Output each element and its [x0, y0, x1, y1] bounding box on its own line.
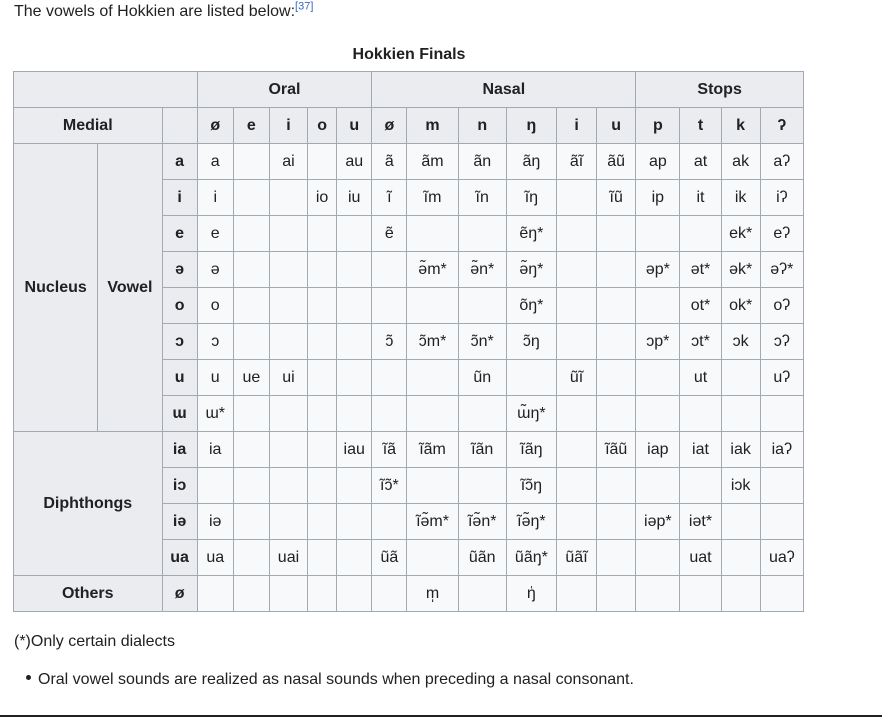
- final-cell: ẽŋ*: [506, 216, 556, 252]
- intro-text: The vowels of Hokkien are listed below:: [14, 3, 296, 20]
- final-cell: ĩãm: [407, 432, 458, 468]
- final-cell: [556, 504, 596, 540]
- final-cell: [458, 576, 506, 612]
- final-cell: [372, 576, 407, 612]
- final-cell: [556, 432, 596, 468]
- final-cell: [680, 468, 721, 504]
- final-cell: [636, 360, 680, 396]
- column-header: k: [721, 108, 760, 144]
- final-cell: ãm: [407, 144, 458, 180]
- final-cell: ĩãŋ: [506, 432, 556, 468]
- final-cell: [680, 576, 721, 612]
- final-cell: ut: [680, 360, 721, 396]
- final-cell: iu: [337, 180, 372, 216]
- final-cell: [233, 252, 269, 288]
- column-header: ø: [197, 108, 233, 144]
- column-header: ʔ: [760, 108, 803, 144]
- final-cell: [372, 288, 407, 324]
- row-header-others: Others: [14, 576, 163, 612]
- final-cell: [636, 576, 680, 612]
- final-cell: [233, 216, 269, 252]
- final-cell: [760, 576, 803, 612]
- final-cell: [233, 432, 269, 468]
- final-cell: [233, 468, 269, 504]
- final-cell: [308, 576, 337, 612]
- nucleus-label: ua: [162, 540, 197, 576]
- final-cell: ũãŋ*: [506, 540, 556, 576]
- column-header: e: [233, 108, 269, 144]
- final-cell: ək*: [721, 252, 760, 288]
- column-header: ø: [372, 108, 407, 144]
- final-cell: [337, 252, 372, 288]
- final-cell: [636, 216, 680, 252]
- group-header-oral: Oral: [197, 72, 372, 108]
- medial-header: Medial: [14, 108, 163, 144]
- final-cell: ap: [636, 144, 680, 180]
- group-header-nasal: Nasal: [372, 72, 636, 108]
- final-cell: [337, 360, 372, 396]
- final-cell: [233, 504, 269, 540]
- final-cell: [556, 396, 596, 432]
- nucleus-label: ə: [162, 252, 197, 288]
- empty-corner: [14, 72, 198, 108]
- column-header: t: [680, 108, 721, 144]
- intro-paragraph: [14, 2, 313, 22]
- final-cell: ik: [721, 180, 760, 216]
- final-cell: [372, 360, 407, 396]
- final-cell: ĩɔ̃*: [372, 468, 407, 504]
- final-cell: a: [197, 144, 233, 180]
- final-cell: ua: [197, 540, 233, 576]
- table-row: [14, 576, 804, 612]
- final-cell: [308, 504, 337, 540]
- final-cell: uai: [269, 540, 307, 576]
- final-cell: ũãĩ: [556, 540, 596, 576]
- final-cell: [233, 144, 269, 180]
- group-header-stops: Stops: [636, 72, 804, 108]
- final-cell: [556, 324, 596, 360]
- final-cell: iəp*: [636, 504, 680, 540]
- final-cell: it: [680, 180, 721, 216]
- final-cell: ẽ: [372, 216, 407, 252]
- final-cell: [233, 324, 269, 360]
- final-cell: [337, 576, 372, 612]
- column-header: ŋ: [506, 108, 556, 144]
- final-cell: m̩: [407, 576, 458, 612]
- final-cell: ãŋ: [506, 144, 556, 180]
- final-cell: ũã: [372, 540, 407, 576]
- final-cell: uaʔ: [760, 540, 803, 576]
- final-cell: ũãn: [458, 540, 506, 576]
- final-cell: ãũ: [597, 144, 636, 180]
- final-cell: io: [308, 180, 337, 216]
- final-cell: [372, 252, 407, 288]
- column-header: m: [407, 108, 458, 144]
- final-cell: ə̃ŋ*: [506, 252, 556, 288]
- final-cell: ĩə̃m*: [407, 504, 458, 540]
- nucleus-label: o: [162, 288, 197, 324]
- final-cell: [458, 288, 506, 324]
- final-cell: o: [197, 288, 233, 324]
- final-cell: ĩɔ̃ŋ: [506, 468, 556, 504]
- final-cell: [308, 468, 337, 504]
- final-cell: ek*: [721, 216, 760, 252]
- final-cell: [337, 288, 372, 324]
- final-cell: [233, 396, 269, 432]
- final-cell: ɔp*: [636, 324, 680, 360]
- final-cell: [760, 396, 803, 432]
- column-header: n: [458, 108, 506, 144]
- final-cell: [458, 216, 506, 252]
- final-cell: ĩãn: [458, 432, 506, 468]
- final-cell: iap: [636, 432, 680, 468]
- final-cell: [308, 396, 337, 432]
- final-cell: əp*: [636, 252, 680, 288]
- final-cell: aʔ: [760, 144, 803, 180]
- final-cell: iau: [337, 432, 372, 468]
- final-cell: [269, 504, 307, 540]
- final-cell: [269, 288, 307, 324]
- column-header: i: [556, 108, 596, 144]
- final-cell: u: [197, 360, 233, 396]
- final-cell: ip: [636, 180, 680, 216]
- nucleus-label: iɔ: [162, 468, 197, 504]
- final-cell: e: [197, 216, 233, 252]
- final-cell: [308, 360, 337, 396]
- final-cell: ũĩ: [556, 360, 596, 396]
- final-cell: eʔ: [760, 216, 803, 252]
- final-cell: [407, 216, 458, 252]
- final-cell: ai: [269, 144, 307, 180]
- final-cell: [597, 540, 636, 576]
- row-header-vowel: Vowel: [98, 144, 162, 432]
- final-cell: [556, 216, 596, 252]
- section-divider: [0, 715, 882, 717]
- final-cell: [721, 504, 760, 540]
- final-cell: [597, 396, 636, 432]
- final-cell: ĩũ: [597, 180, 636, 216]
- final-cell: [269, 468, 307, 504]
- final-cell: [597, 216, 636, 252]
- table-row: [14, 144, 804, 180]
- final-cell: ĩãũ: [597, 432, 636, 468]
- final-cell: ue: [233, 360, 269, 396]
- final-cell: [556, 180, 596, 216]
- final-cell: [760, 504, 803, 540]
- final-cell: ĩm: [407, 180, 458, 216]
- final-cell: [556, 252, 596, 288]
- final-cell: uʔ: [760, 360, 803, 396]
- final-cell: [269, 252, 307, 288]
- final-cell: [407, 360, 458, 396]
- final-cell: [337, 468, 372, 504]
- final-cell: [308, 144, 337, 180]
- nucleus-label: e: [162, 216, 197, 252]
- nucleus-label: ɔ: [162, 324, 197, 360]
- column-header: u: [597, 108, 636, 144]
- final-cell: [308, 324, 337, 360]
- final-cell: [308, 216, 337, 252]
- final-cell: [372, 504, 407, 540]
- final-cell: ã: [372, 144, 407, 180]
- final-cell: ĩ: [372, 180, 407, 216]
- final-cell: [458, 396, 506, 432]
- final-cell: ə: [197, 252, 233, 288]
- final-cell: [597, 576, 636, 612]
- final-cell: [760, 468, 803, 504]
- dialect-note: (*)Only certain dialects: [14, 633, 175, 650]
- final-cell: ə̃n*: [458, 252, 506, 288]
- bullet-text: Oral vowel sounds are realized as nasal sounds when preceding a nasal consonant.: [38, 671, 634, 688]
- final-cell: [597, 360, 636, 396]
- final-cell: at: [680, 144, 721, 180]
- final-cell: au: [337, 144, 372, 180]
- final-cell: ĩã: [372, 432, 407, 468]
- final-cell: [407, 468, 458, 504]
- final-cell: oʔ: [760, 288, 803, 324]
- final-cell: ĩə̃ŋ*: [506, 504, 556, 540]
- final-cell: [233, 288, 269, 324]
- final-cell: [269, 396, 307, 432]
- final-cell: ɔ: [197, 324, 233, 360]
- row-header-nucleus: Nucleus: [14, 144, 98, 432]
- final-cell: ot*: [680, 288, 721, 324]
- final-cell: [636, 468, 680, 504]
- final-cell: [407, 396, 458, 432]
- final-cell: ia: [197, 432, 233, 468]
- nucleus-label: ia: [162, 432, 197, 468]
- final-cell: ɔ̃n*: [458, 324, 506, 360]
- final-cell: [721, 360, 760, 396]
- final-cell: [458, 468, 506, 504]
- final-cell: ĩə̃n*: [458, 504, 506, 540]
- final-cell: iɔk: [721, 468, 760, 504]
- column-header: o: [308, 108, 337, 144]
- final-cell: [197, 468, 233, 504]
- final-cell: [269, 180, 307, 216]
- final-cell: [308, 252, 337, 288]
- column-header: p: [636, 108, 680, 144]
- final-cell: [721, 396, 760, 432]
- final-cell: [372, 396, 407, 432]
- final-cell: ɯ*: [197, 396, 233, 432]
- final-cell: [556, 288, 596, 324]
- final-cell: ɯ̃ŋ*: [506, 396, 556, 432]
- nucleus-label: ø: [162, 576, 197, 612]
- nucleus-label: ɯ: [162, 396, 197, 432]
- column-header-row: [14, 108, 804, 144]
- final-cell: iə: [197, 504, 233, 540]
- final-cell: ɔ̃m*: [407, 324, 458, 360]
- final-cell: [337, 324, 372, 360]
- final-cell: [556, 576, 596, 612]
- final-cell: iat: [680, 432, 721, 468]
- final-cell: [233, 540, 269, 576]
- final-cell: ɔ̃ŋ: [506, 324, 556, 360]
- final-cell: iʔ: [760, 180, 803, 216]
- final-cell: [636, 288, 680, 324]
- final-cell: ŋ̍: [506, 576, 556, 612]
- final-cell: ə̃m*: [407, 252, 458, 288]
- final-cell: [337, 504, 372, 540]
- final-cell: əʔ*: [760, 252, 803, 288]
- final-cell: ət*: [680, 252, 721, 288]
- final-cell: [597, 288, 636, 324]
- column-header: i: [269, 108, 307, 144]
- final-cell: ɔk: [721, 324, 760, 360]
- final-cell: [269, 576, 307, 612]
- final-cell: [597, 324, 636, 360]
- nucleus-label: u: [162, 360, 197, 396]
- final-cell: ãĩ: [556, 144, 596, 180]
- final-cell: [308, 540, 337, 576]
- final-cell: i: [197, 180, 233, 216]
- final-cell: [597, 252, 636, 288]
- row-header-diphthongs: Diphthongs: [14, 432, 163, 576]
- bullet-dot: [26, 675, 31, 680]
- final-cell: [269, 216, 307, 252]
- final-cell: ak: [721, 144, 760, 180]
- final-cell: [337, 216, 372, 252]
- final-cell: ɔʔ: [760, 324, 803, 360]
- final-cell: [337, 540, 372, 576]
- final-cell: [636, 540, 680, 576]
- group-header-row: [14, 72, 804, 108]
- final-cell: ɔ̃: [372, 324, 407, 360]
- final-cell: [407, 288, 458, 324]
- final-cell: ũn: [458, 360, 506, 396]
- final-cell: õŋ*: [506, 288, 556, 324]
- final-cell: ui: [269, 360, 307, 396]
- final-cell: ok*: [721, 288, 760, 324]
- final-cell: uat: [680, 540, 721, 576]
- final-cell: [680, 396, 721, 432]
- final-cell: [337, 396, 372, 432]
- final-cell: [233, 180, 269, 216]
- citation-link[interactable]: [37]: [295, 0, 314, 13]
- final-cell: ɔt*: [680, 324, 721, 360]
- table-caption: Hokkien Finals: [352, 46, 466, 63]
- final-cell: [597, 468, 636, 504]
- bullet-item: [26, 671, 634, 689]
- table-row: [14, 432, 804, 468]
- final-cell: [269, 432, 307, 468]
- final-cell: [506, 360, 556, 396]
- nucleus-label: a: [162, 144, 197, 180]
- final-cell: iaʔ: [760, 432, 803, 468]
- hokkien-finals-table: [13, 71, 804, 612]
- empty-header: [162, 108, 197, 144]
- final-cell: [308, 288, 337, 324]
- final-cell: [680, 216, 721, 252]
- final-cell: [197, 576, 233, 612]
- nucleus-label: i: [162, 180, 197, 216]
- final-cell: [556, 468, 596, 504]
- final-cell: [269, 324, 307, 360]
- final-cell: [721, 576, 760, 612]
- final-cell: ãn: [458, 144, 506, 180]
- final-cell: [407, 540, 458, 576]
- final-cell: iət*: [680, 504, 721, 540]
- final-cell: [233, 576, 269, 612]
- final-cell: iak: [721, 432, 760, 468]
- final-cell: [721, 540, 760, 576]
- final-cell: ĩn: [458, 180, 506, 216]
- final-cell: [597, 504, 636, 540]
- nucleus-label: iə: [162, 504, 197, 540]
- final-cell: ĩŋ: [506, 180, 556, 216]
- final-cell: [308, 432, 337, 468]
- column-header: u: [337, 108, 372, 144]
- final-cell: [636, 396, 680, 432]
